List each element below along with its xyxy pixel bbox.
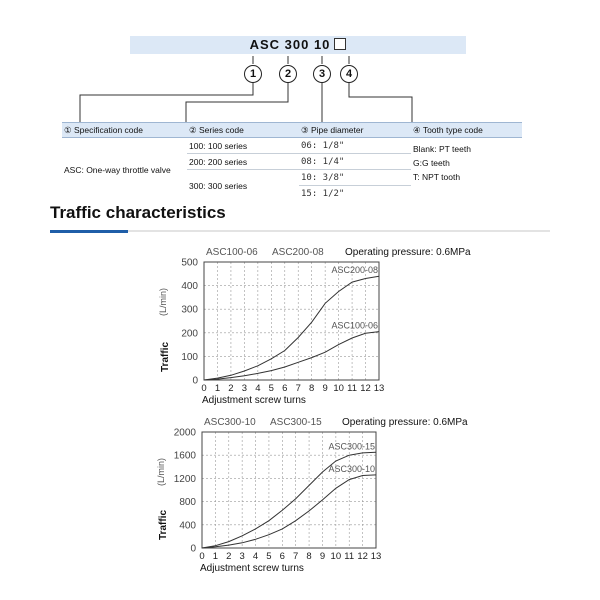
y-tick-label: 1200 bbox=[173, 473, 196, 485]
x-tick-label: 7 bbox=[295, 383, 301, 394]
section-title: Traffic characteristics bbox=[50, 203, 226, 222]
pipe-10: 10: 3/8" bbox=[299, 170, 411, 186]
y-tick-label: 0 bbox=[190, 543, 196, 555]
x-tick-label: 6 bbox=[282, 383, 288, 394]
x-tick-label: 12 bbox=[360, 383, 371, 394]
y-tick-label: 0 bbox=[192, 375, 198, 387]
flow-chart-asc300 bbox=[0, 412, 600, 592]
pipe-08: 08: 1/4" bbox=[299, 154, 411, 170]
y-axis-unit: (L/min) bbox=[156, 457, 166, 486]
y-tick-label: 300 bbox=[181, 304, 198, 316]
y-tick-label: 1600 bbox=[173, 450, 196, 462]
series-label-asc300-10: ASC300-10 bbox=[328, 463, 375, 474]
x-axis-label: Adjustment screw turns bbox=[202, 395, 306, 406]
series-header-label-1: ASC100-06 bbox=[206, 247, 258, 258]
y-tick-label: 800 bbox=[179, 497, 196, 509]
tooth-cell bbox=[411, 138, 522, 202]
series-label-asc300-15: ASC300-15 bbox=[328, 441, 375, 452]
x-tick-label: 1 bbox=[212, 551, 219, 562]
code-circle-3: 3 bbox=[313, 65, 331, 83]
code-circle-4: 4 bbox=[340, 65, 358, 83]
x-tick-label: 12 bbox=[357, 551, 368, 562]
x-tick-label: 10 bbox=[330, 551, 342, 562]
series-header-label-2: ASC300-15 bbox=[270, 417, 322, 428]
x-tick-label: 13 bbox=[373, 383, 385, 394]
x-tick-label: 7 bbox=[293, 551, 299, 562]
x-tick-label: 13 bbox=[370, 551, 382, 562]
y-axis-label: Traffic bbox=[160, 341, 171, 372]
series-header-label-2: ASC200-08 bbox=[272, 247, 324, 258]
chart-title: Operating pressure: 0.6MPa bbox=[342, 417, 468, 428]
x-tick-label: 6 bbox=[279, 551, 285, 562]
x-tick-label: 8 bbox=[309, 383, 315, 394]
series-300: 300: 300 series bbox=[189, 180, 248, 191]
x-tick-label: 3 bbox=[239, 551, 245, 562]
header-tooth-type: ④ Tooth type code bbox=[411, 123, 522, 138]
code-circle-1: 1 bbox=[244, 65, 262, 83]
series-200: 200: 200 series bbox=[187, 154, 299, 170]
x-tick-label: 4 bbox=[252, 551, 259, 562]
x-tick-label: 5 bbox=[268, 383, 274, 394]
y-tick-label: 2000 bbox=[173, 427, 196, 439]
series-label-asc200-08: ASC200-08 bbox=[331, 265, 378, 276]
x-axis-label: Adjustment screw turns bbox=[200, 563, 304, 574]
x-tick-label: 3 bbox=[241, 383, 248, 394]
series-label-asc100-06: ASC100-06 bbox=[331, 320, 378, 331]
pipe-15: 15: 1/2" bbox=[301, 188, 345, 199]
x-tick-label: 8 bbox=[306, 551, 312, 562]
model-code: ASC 300 10 bbox=[249, 37, 331, 52]
y-tick-label: 400 bbox=[181, 281, 198, 293]
header-series-code: ② Series code bbox=[187, 123, 299, 138]
y-tick-label: 500 bbox=[181, 257, 198, 269]
header-pipe-diameter: ③ Pipe diameter bbox=[299, 123, 411, 138]
series-100: 100: 100 series bbox=[187, 138, 299, 154]
connector-4 bbox=[349, 82, 412, 122]
x-tick-label: 10 bbox=[333, 383, 344, 394]
connector-2 bbox=[186, 82, 288, 122]
x-tick-label: 0 bbox=[201, 383, 207, 394]
chart-title: Operating pressure: 0.6MPa bbox=[345, 247, 471, 258]
x-tick-label: 0 bbox=[199, 551, 205, 562]
x-tick-label: 11 bbox=[344, 551, 355, 562]
x-tick-label: 2 bbox=[228, 383, 234, 394]
pipe-06: 06: 1/8" bbox=[299, 138, 411, 154]
tooth-npt: T: NPT tooth bbox=[413, 172, 461, 182]
tooth-g: G:G teeth bbox=[413, 158, 450, 168]
y-tick-label: 400 bbox=[179, 520, 196, 532]
series-line-asc100-06 bbox=[204, 332, 379, 380]
y-axis-unit: (L/min) bbox=[158, 287, 168, 316]
tooth-blank: Blank: PT teeth bbox=[413, 144, 471, 154]
y-tick-label: 100 bbox=[181, 351, 198, 363]
code-circle-2: 2 bbox=[279, 65, 297, 83]
flow-chart-asc100-200 bbox=[0, 240, 600, 410]
x-tick-label: 9 bbox=[319, 551, 326, 562]
y-axis-label: Traffic bbox=[158, 509, 169, 540]
header-spec-code: ① Specification code bbox=[62, 123, 187, 138]
specification-table bbox=[62, 122, 522, 201]
x-tick-label: 4 bbox=[255, 383, 261, 394]
y-tick-label: 200 bbox=[181, 328, 198, 340]
x-tick-label: 5 bbox=[266, 551, 272, 562]
code-connector-lines bbox=[0, 0, 600, 130]
x-tick-label: 2 bbox=[226, 551, 232, 562]
series-header-label-1: ASC300-10 bbox=[204, 417, 256, 428]
x-tick-label: 1 bbox=[214, 383, 221, 394]
spec-value: ASC: One-way throttle valve bbox=[64, 164, 171, 175]
series-line-asc300-10 bbox=[202, 475, 376, 548]
title-rule-accent bbox=[50, 230, 128, 233]
x-tick-label: 9 bbox=[322, 383, 328, 394]
x-tick-label: 11 bbox=[347, 383, 358, 394]
